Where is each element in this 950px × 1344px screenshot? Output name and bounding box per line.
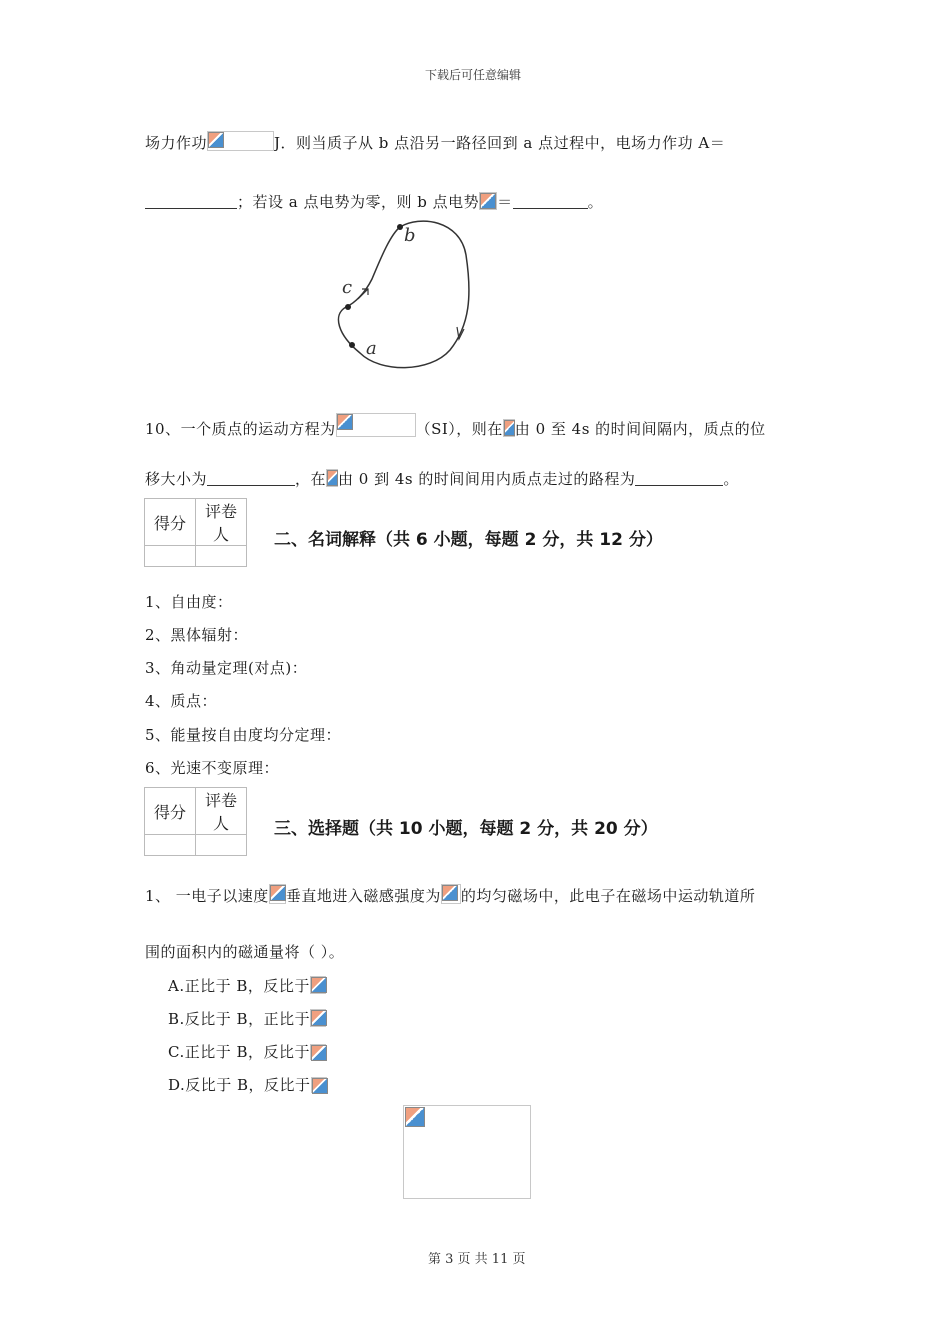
page-footer: 第 3 页 共 11 页: [428, 1252, 526, 1267]
formula-image-icon: [441, 884, 461, 904]
section2-item: 2、黑体辐射：: [145, 626, 249, 644]
score-table: [144, 498, 247, 567]
broken-figure-image: [403, 1105, 531, 1199]
q1-line1-b: 垂直地进入磁感强度为: [285, 887, 441, 905]
section2-item: 6、光速不变原理：: [145, 759, 280, 777]
section2-item: 1、自由度：: [145, 593, 233, 611]
path-figure: [320, 215, 490, 375]
option-d-label: D.反比于 B，反比于: [168, 1076, 311, 1094]
formula-image-icon: [207, 131, 274, 151]
q10-line1-a: 10、一个质点的运动方程为: [145, 420, 336, 438]
arrow-c-icon: [358, 289, 368, 299]
formula-image-icon: [269, 884, 286, 904]
section2-title: 二、名词解释（共 6 小题，每题 2 分，共 12 分）: [274, 530, 663, 550]
formula-image-icon: [336, 413, 416, 437]
score-cell[interactable]: [145, 835, 196, 856]
answer-blank: [207, 471, 295, 486]
score-label: 得分: [145, 788, 196, 835]
formula-image-icon: [479, 192, 497, 210]
point-c: [345, 304, 351, 310]
q9-line1-b: J．则当质子从 b 点沿另一路径回到 a 点过程中，电场力作功 A＝: [274, 134, 726, 152]
grader-cell[interactable]: [196, 835, 247, 856]
option-d[interactable]: [168, 1074, 327, 1095]
option-c[interactable]: [168, 1041, 326, 1062]
q10-line1: [145, 413, 766, 439]
point-b: [397, 224, 403, 230]
option-b[interactable]: [168, 1008, 326, 1029]
formula-image-icon: [310, 1044, 326, 1060]
option-a-label: A.正比于 B，反比于: [168, 977, 310, 995]
q1-line1-a: 1、 一电子以速度: [145, 887, 269, 905]
score-cell[interactable]: [145, 546, 196, 567]
q9-line2-b: ＝: [497, 193, 513, 211]
q10-line2-c: 由 0 到 4s 的时间间用内质点走过的路程为: [338, 470, 636, 488]
answer-blank: [513, 194, 588, 209]
label-b: b: [404, 225, 416, 246]
grader-label: 评卷人: [196, 788, 247, 835]
option-c-label: C.正比于 B，反比于: [168, 1043, 311, 1061]
section2-item: 3、角动量定理(对点)：: [145, 659, 308, 677]
answer-blank: [635, 471, 723, 486]
q10-line2-b: ，在: [295, 470, 327, 488]
score-label: 得分: [145, 499, 196, 546]
label-a: a: [366, 338, 377, 359]
q10-line2-a: 移大小为: [145, 470, 208, 488]
section2-item: 4、质点：: [145, 692, 218, 710]
q9-line2-a: ；若设 a 点电势为零，则 b 点电势: [237, 193, 480, 211]
section3-q1-line1: [145, 884, 755, 906]
q9-line1: [145, 131, 725, 153]
option-b-label: B.反比于 B，正比于: [168, 1010, 311, 1028]
q1-line1-c: 的均匀磁场中，此电子在磁场中运动轨道所: [460, 887, 756, 905]
label-c: c: [342, 277, 353, 298]
formula-image-icon: [310, 976, 326, 994]
section3-title: 三、选择题（共 10 小题，每题 2 分，共 20 分）: [274, 819, 658, 839]
grader-label: 评卷人: [196, 499, 247, 546]
q10-line2: [145, 468, 739, 489]
formula-image-icon: [310, 1009, 326, 1027]
option-a[interactable]: [168, 975, 326, 996]
q10-line1-b: （SI），则在: [415, 420, 503, 438]
q10-line2-d: 。: [723, 470, 739, 488]
section3-q1-line2: 围的面积内的磁通量将（ ）。: [145, 943, 345, 961]
grader-cell[interactable]: [196, 546, 247, 567]
point-a: [349, 342, 355, 348]
q9-line1-a: 场力作功: [145, 134, 208, 152]
q9-line2: [145, 191, 603, 212]
section2-item: 5、能量按自由度均分定理：: [145, 726, 342, 744]
page-header: 下载后可任意编辑: [425, 68, 522, 82]
q9-line2-c: 。: [587, 193, 604, 211]
broken-image-icon: [405, 1107, 425, 1127]
formula-image-icon: [503, 419, 515, 437]
score-table: [144, 787, 247, 856]
q10-line1-c: 由 0 至 4s 的时间间隔内，质点的位: [514, 420, 766, 438]
formula-image-icon: [311, 1077, 327, 1093]
formula-image-icon: [326, 469, 338, 487]
answer-blank: [145, 194, 237, 209]
